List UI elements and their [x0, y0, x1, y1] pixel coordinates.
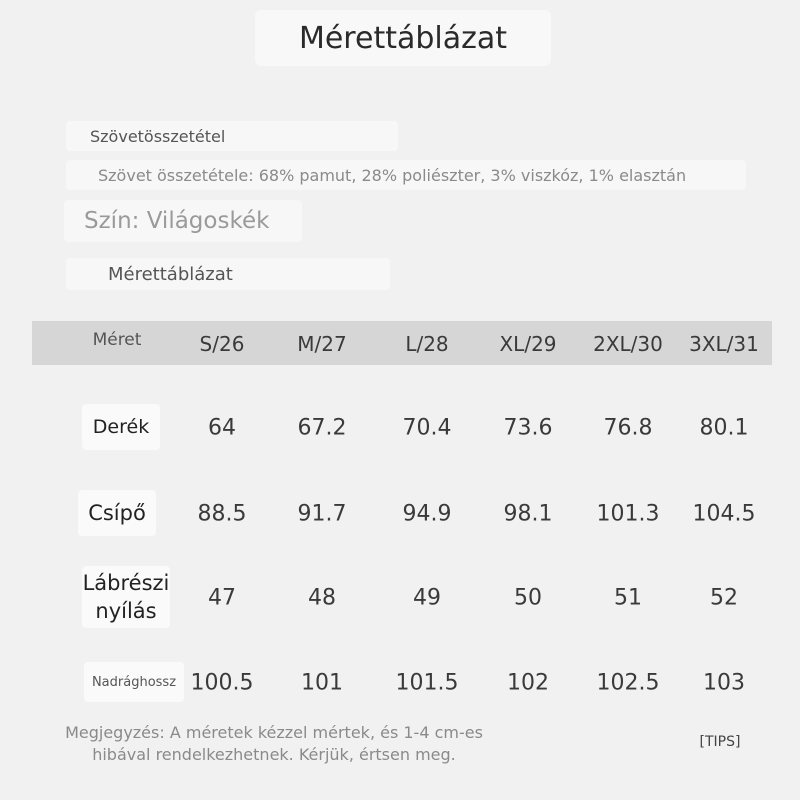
- row-label-waist: Derék: [82, 404, 160, 450]
- composition-text: Szövet összetétele: 68% pamut, 28% poliészter, 3% viszkóz, 1% elasztán: [66, 160, 746, 190]
- page-title: Mérettáblázat: [255, 10, 551, 66]
- size-header-xl: XL/29: [499, 332, 557, 356]
- table-cell: 102: [507, 670, 549, 696]
- size-header-3xl: 3XL/31: [689, 332, 759, 356]
- table-cell: 50: [514, 585, 542, 611]
- table-cell: 103: [703, 670, 745, 696]
- size-header-m: M/27: [297, 332, 347, 356]
- table-cell: 101.3: [596, 501, 660, 527]
- table-cell: 102.5: [596, 670, 660, 696]
- note-line: Megjegyzés: A méretek kézzel mértek, és 1-4 cm-es: [65, 723, 483, 742]
- table-cell: 70.4: [402, 415, 452, 441]
- table-cell: 48: [308, 585, 336, 611]
- table-cell: 49: [413, 585, 441, 611]
- table-cell: 88.5: [197, 501, 247, 527]
- table-cell: 80.1: [699, 415, 749, 441]
- row-label-hip: Csípő: [78, 490, 156, 536]
- tips-label: [TIPS]: [699, 734, 741, 750]
- composition-title: Szövetösszetétel: [66, 121, 398, 151]
- row-label-line: nyílás: [95, 599, 157, 623]
- size-chart-label: Mérettáblázat: [66, 258, 390, 290]
- measurement-note: [44, 722, 504, 766]
- table-cell: 52: [710, 585, 738, 611]
- table-cell: 91.7: [297, 501, 347, 527]
- header-label-size: Méret: [92, 330, 142, 350]
- table-cell: 73.6: [503, 415, 553, 441]
- table-cell: 76.8: [603, 415, 653, 441]
- table-cell: 51: [614, 585, 642, 611]
- table-cell: 64: [208, 415, 236, 441]
- size-header-s: S/26: [199, 332, 245, 356]
- row-label-length: Nadrághossz: [84, 662, 184, 702]
- note-line: hibával rendelkezhetnek. Kérjük, értsen meg.: [92, 745, 456, 764]
- table-cell: 67.2: [297, 415, 347, 441]
- table-cell: 47: [208, 585, 236, 611]
- table-cell: 98.1: [503, 501, 553, 527]
- table-cell: 94.9: [402, 501, 452, 527]
- table-cell: 104.5: [692, 501, 756, 527]
- row-label-line: Lábrészi: [82, 571, 170, 595]
- size-header-l: L/28: [405, 332, 449, 356]
- table-cell: 100.5: [190, 670, 254, 696]
- table-cell: 101.5: [395, 670, 459, 696]
- row-label-leg-opening: [82, 566, 170, 628]
- color-text: Szín: Világoskék: [64, 200, 302, 242]
- size-header-2xl: 2XL/30: [593, 332, 663, 356]
- table-cell: 101: [301, 670, 343, 696]
